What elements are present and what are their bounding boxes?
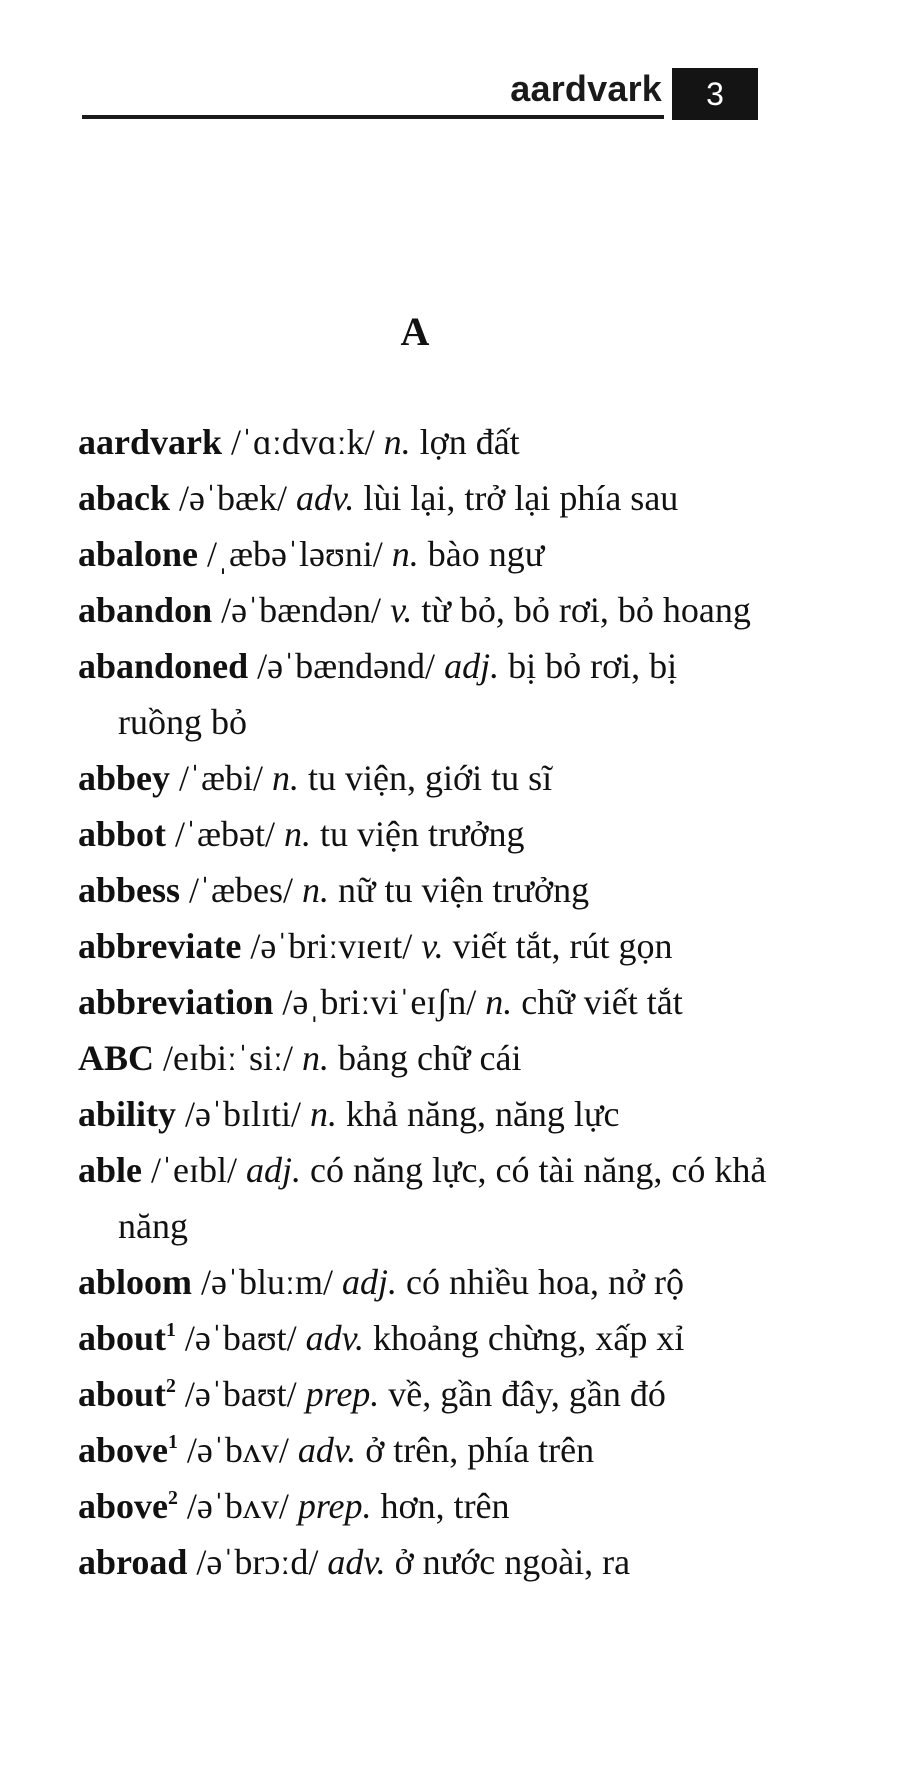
headword-text: abloom [78,1262,193,1302]
pronunciation: /əˈbɪlɪti/ [185,1094,301,1134]
dictionary-entry [78,1478,768,1534]
headword [78,1150,142,1190]
definition: tu viện, giới tu sĩ [308,758,553,798]
pronunciation: /ˈæbi/ [179,758,264,798]
headword-text: able [78,1150,143,1190]
headword [78,870,180,910]
definition: có năng lực, có tài năng, có khả năng [118,1150,767,1246]
dictionary-entry [78,1142,768,1254]
dictionary-entry [78,1366,768,1422]
dictionary-entry [78,1086,768,1142]
homograph-number: 1 [166,1319,176,1342]
part-of-speech: n. [302,1038,330,1078]
dictionary-entry [78,1254,768,1310]
headword [78,590,212,630]
pronunciation: /ˌæbəˈləʊni/ [207,534,383,574]
pronunciation: /əˈbriːvɪeɪt/ [250,926,413,966]
definition: có nhiều hoa, nở rộ [406,1262,684,1302]
headword-text: abalone [78,534,199,574]
definition: hơn, trên [380,1486,510,1526]
dictionary-entry [78,1310,768,1366]
pronunciation: /əˈbaʊt/ [184,1318,297,1358]
definition: từ bỏ, bỏ rơi, bỏ hoang [421,590,751,630]
homograph-number: 2 [168,1487,178,1510]
part-of-speech: n. [310,1094,337,1134]
headword-text: abbess [78,870,181,910]
dictionary-entry [78,1422,768,1478]
definition: tu viện trưởng [320,814,525,854]
headword [78,926,241,966]
headword [78,982,273,1022]
headword [78,1486,178,1526]
part-of-speech: adv. [296,478,355,518]
pronunciation: /ˈeɪbl/ [151,1150,237,1190]
entry-list [78,414,768,1590]
headword [78,478,170,518]
headword-text: about [78,1374,167,1414]
definition: lùi lại, trở lại phía sau [363,478,679,518]
definition: chữ viết tắt [521,982,683,1022]
page-number: 3 [672,68,758,120]
part-of-speech: prep. [305,1374,380,1414]
definition: bảng chữ cái [338,1038,522,1078]
homograph-number: 1 [168,1431,178,1454]
definition: ở nước ngoài, ra [394,1542,631,1582]
definition: bị bỏ rơi, bị ruồng bỏ [118,646,678,742]
headword [78,646,248,686]
pronunciation: /eɪbiːˈsiː/ [163,1038,294,1078]
dictionary-entry [78,974,768,1030]
definition: khoảng chừng, xấp xỉ [372,1318,685,1358]
definition: viết tắt, rút gọn [452,926,673,966]
definition: khả năng, năng lực [346,1094,620,1134]
dictionary-entry [78,862,768,918]
part-of-speech: n. [383,422,411,462]
headword [78,1430,178,1470]
headword-text: abbreviate [78,926,242,966]
part-of-speech: adj. [246,1150,302,1190]
part-of-speech: adv. [297,1430,357,1470]
headword [78,758,170,798]
pronunciation: /əˈbændənd/ [257,646,436,686]
header-rule [82,115,664,119]
dictionary-entry [78,526,768,582]
headword [78,1262,192,1302]
dictionary-entry [78,806,768,862]
headword-text: abbot [78,814,167,854]
dictionary-entry [78,638,768,750]
part-of-speech: n. [272,758,300,798]
part-of-speech: v. [421,926,444,966]
dictionary-entry [78,918,768,974]
pronunciation: /əˌbriːviˈeɪʃn/ [282,982,477,1022]
headword-text: ABC [78,1038,155,1078]
headword [78,1318,176,1358]
pronunciation: /əˈbʌv/ [186,1486,289,1526]
headword [78,422,222,462]
headword-text: about [78,1318,167,1358]
headword-text: above [78,1486,168,1526]
headword [78,1542,187,1582]
part-of-speech: adv. [327,1542,386,1582]
dictionary-entry [78,1534,768,1590]
definition: nữ tu viện trưởng [338,870,590,910]
headword-text: abroad [78,1542,188,1582]
part-of-speech: adj. [342,1262,398,1302]
definition: bào ngư [427,534,545,574]
headword-text: ability [78,1094,177,1134]
part-of-speech: adv. [305,1318,364,1358]
pronunciation: /əˈbrɔːd/ [196,1542,319,1582]
headword-text: aback [78,478,171,518]
dictionary-entry [78,1030,768,1086]
definition: lợn đất [419,422,520,462]
pronunciation: /əˈbʌv/ [186,1430,289,1470]
homograph-number: 2 [166,1375,176,1398]
pronunciation: /əˈbæk/ [179,478,288,518]
headword-text: abandon [78,590,213,630]
part-of-speech: n. [302,870,330,910]
headword-text: abandoned [78,646,249,686]
section-letter: A [400,309,430,354]
dictionary-entry [78,470,768,526]
pronunciation: /əˈbluːm/ [201,1262,333,1302]
part-of-speech: v. [390,590,413,630]
part-of-speech: n. [391,534,419,574]
part-of-speech: prep. [297,1486,372,1526]
part-of-speech: n. [284,814,312,854]
guide-word: aardvark [510,68,662,109]
headword-text: abbey [78,758,171,798]
pronunciation: /ˈæbət/ [175,814,276,854]
part-of-speech: adj. [444,646,500,686]
headword-text: above [78,1430,168,1470]
headword [78,1038,154,1078]
headword-text: aardvark [78,422,222,462]
headword [78,1094,176,1134]
pronunciation: /əˈbændən/ [221,590,382,630]
dictionary-entry [78,414,768,470]
definition: về, gần đây, gần đó [388,1374,666,1414]
dictionary-entry [78,582,768,638]
headword [78,814,166,854]
page-header [0,0,912,130]
headword [78,534,198,574]
part-of-speech: n. [485,982,513,1022]
pronunciation: /ˈɑːdvɑːk/ [231,422,375,462]
pronunciation: /ˈæbes/ [189,870,294,910]
headword-text: abbreviation [78,982,274,1022]
pronunciation: /əˈbaʊt/ [184,1374,297,1414]
headword [78,1374,176,1414]
dictionary-entry [78,750,768,806]
definition: ở trên, phía trên [365,1430,595,1470]
